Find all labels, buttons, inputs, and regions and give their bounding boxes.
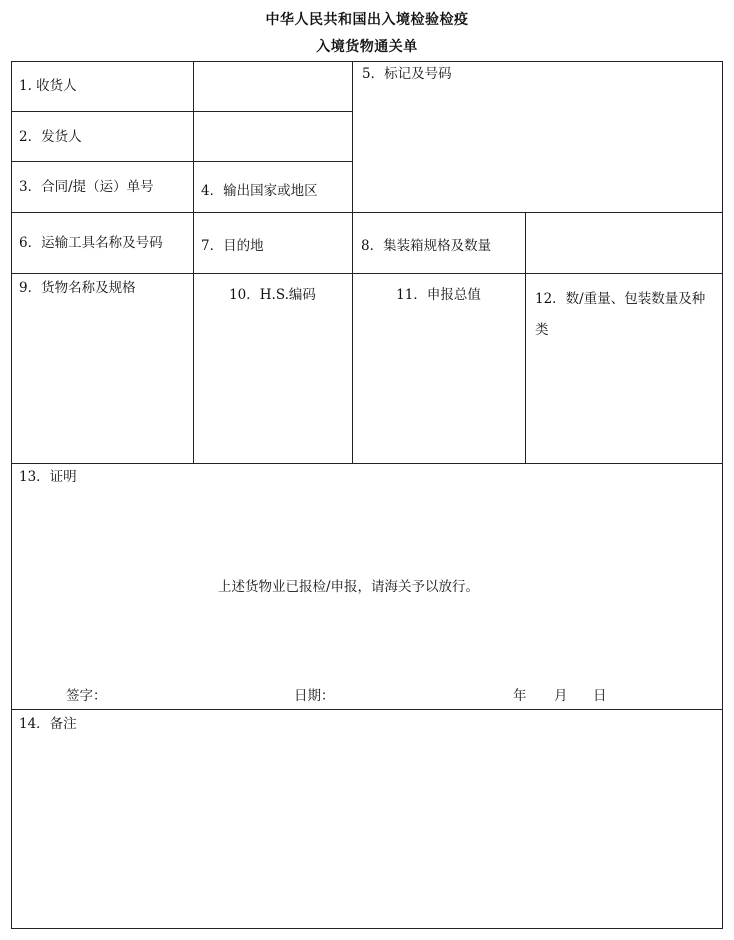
document-title: 中华人民共和国出入境检验检疫 — [265, 12, 469, 28]
grid-line — [11, 212, 723, 213]
field-origin-country: 4．输出国家或地区 — [201, 183, 318, 199]
grid-line — [11, 161, 352, 162]
month-label: 月 — [554, 688, 568, 704]
form-border-right — [722, 61, 723, 929]
form-border-left — [11, 61, 12, 929]
grid-line — [193, 61, 194, 464]
grid-line — [11, 273, 723, 274]
grid-line — [352, 61, 353, 464]
form-border-top — [11, 61, 723, 62]
field-marks-numbers: 5．标记及号码 — [362, 66, 452, 82]
field-consignor: 2．发货人 — [19, 129, 82, 145]
grid-line — [525, 212, 526, 464]
year-label: 年 — [513, 688, 527, 704]
form-border-bottom — [11, 928, 723, 929]
grid-line — [11, 709, 723, 710]
field-hs-code: 10．H.S.编码 — [229, 287, 316, 303]
day-label: 日 — [593, 688, 607, 704]
grid-line — [11, 111, 352, 112]
field-contract-no: 3．合同/提（运）单号 — [19, 179, 154, 195]
document-subtitle: 入境货物通关单 — [316, 39, 418, 55]
certificate-statement: 上述货物业已报检/申报，请海关予以放行。 — [218, 579, 480, 595]
field-container-spec: 8．集装箱规格及数量 — [361, 238, 492, 254]
field-goods-name: 9．货物名称及规格 — [19, 280, 136, 296]
field-declared-value: 11．申报总值 — [396, 287, 481, 303]
remarks-label: 14．备注 — [19, 716, 77, 732]
field-quantity-weight: 12．数/重量、包装数量及种类 — [535, 291, 706, 338]
field-transport-name: 6．运输工具名称及号码 — [19, 235, 163, 251]
field-destination: 7．目的地 — [201, 238, 264, 254]
certificate-label: 13．证明 — [19, 469, 77, 485]
field-consignee: 1. 收货人 — [19, 78, 77, 94]
signature-label: 签字： — [66, 688, 107, 704]
date-label: 日期： — [294, 688, 335, 704]
grid-line — [11, 463, 723, 464]
